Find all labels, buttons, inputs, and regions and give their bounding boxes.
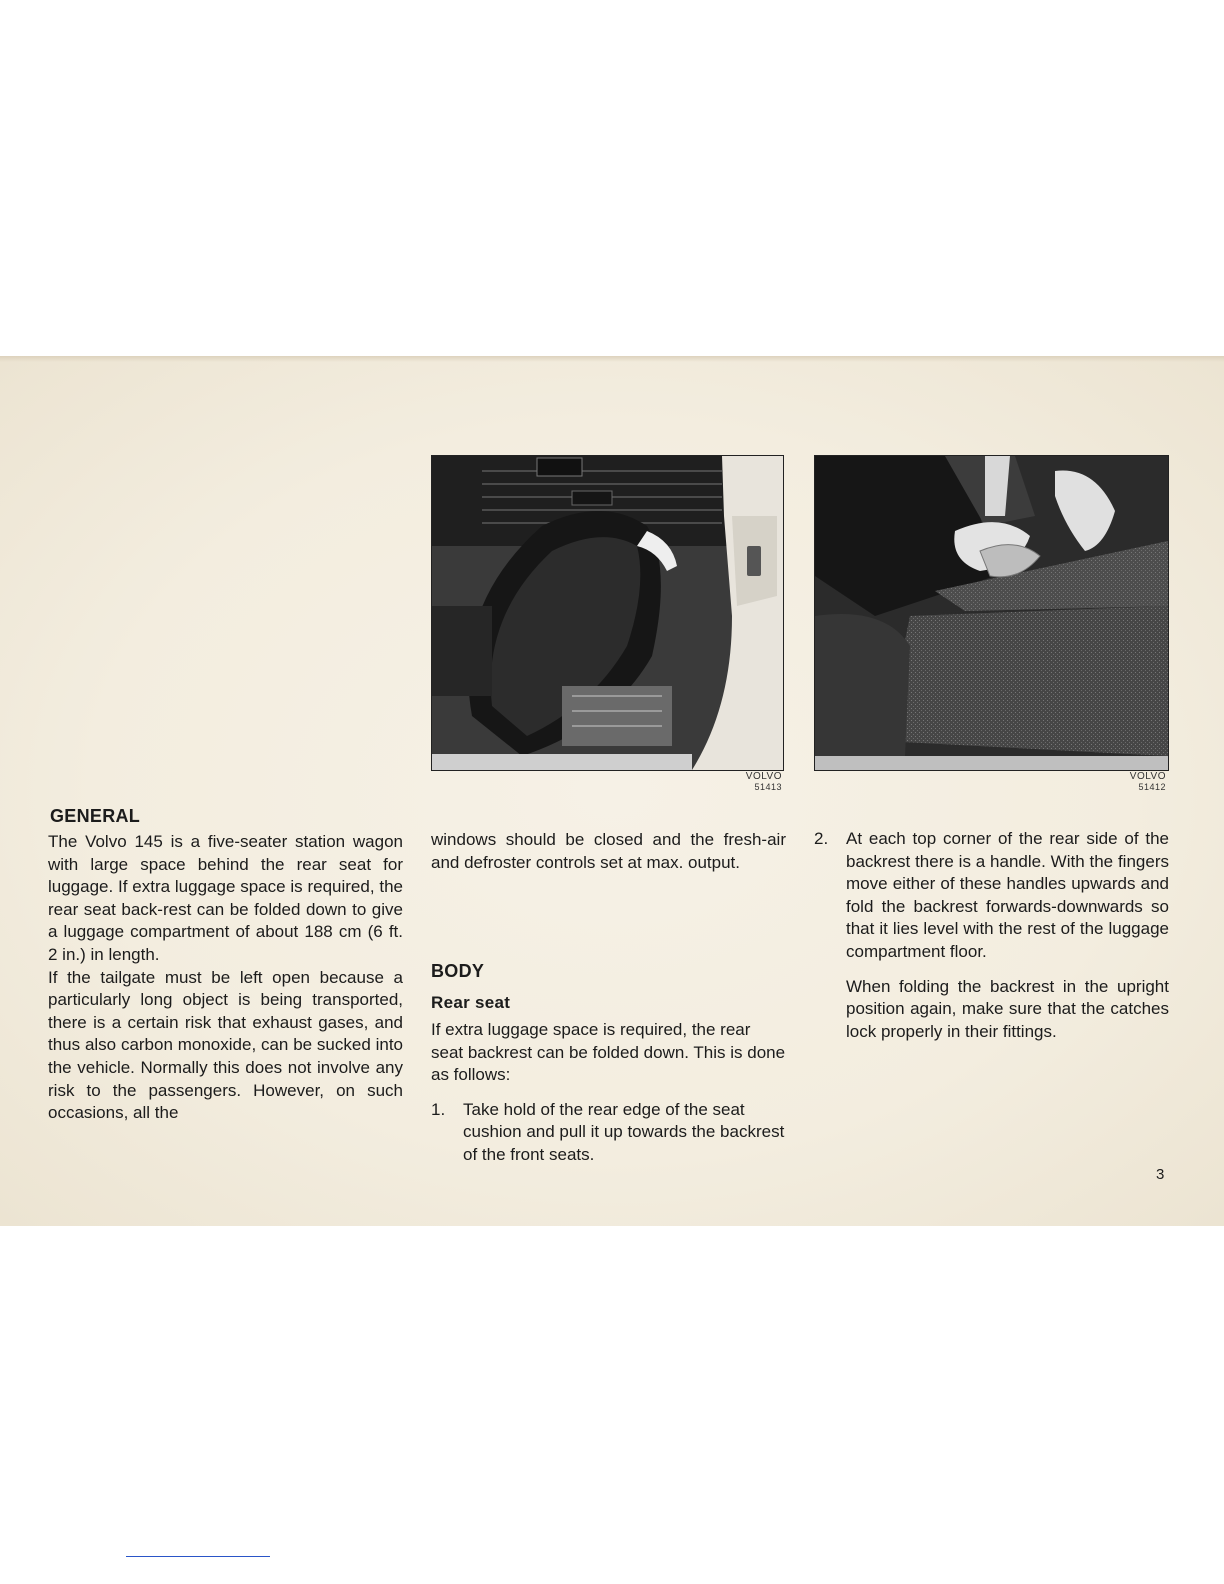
figure-1-number: 51413 <box>754 782 782 792</box>
step-2-number: 2. <box>814 829 829 848</box>
figure-1-brand: VOLVO <box>745 771 782 782</box>
figure-caption-1 <box>722 772 782 792</box>
general-paragraph-2-continued: windows should be closed and the fresh-air and defroster controls set at max. output. <box>431 830 786 872</box>
step-1-text: Take hold of the rear edge of the seat cushion and pull it up towards the backrest of the front seats. <box>463 1099 785 1164</box>
step-1 <box>431 1099 786 1167</box>
photo-backrest-handle <box>814 455 1169 771</box>
figure-caption-2 <box>1106 772 1166 792</box>
subheading-rear-seat: Rear seat <box>431 993 511 1012</box>
text-column-3 <box>814 828 1169 1043</box>
step-2-text: At each top corner of the rear side of the backrest there is a handle. With the fingers move either of these handles upwards and fold the backrest forwards-downwards so that it lies level with the rest of the luggage compartment floor. <box>846 829 1169 961</box>
closing-paragraph: When folding the backrest in the upright position again, make sure that the catches lock properly in their fittings. <box>846 976 1169 1041</box>
rear-seat-intro: If extra luggage space is required, the rear seat backrest can be folded down. This is done as follows: <box>431 1020 786 1085</box>
section-heading-general: GENERAL <box>50 806 141 826</box>
photo-rear-seat-cushion <box>431 455 784 771</box>
general-paragraph-1: The Volvo 145 is a five-seater station wagon with large space behind the rear seat for luggage. If extra luggage space is required, the rear seat back-rest can be folded down to give a luggage compartment of about 188 cm (6 ft. 2 in.) in length. <box>48 832 403 964</box>
figure-2-brand: VOLVO <box>1129 771 1166 782</box>
text-column-2 <box>431 829 786 874</box>
rear-seat-text <box>431 1019 786 1167</box>
page-number: 3 <box>1156 1166 1165 1183</box>
figure-2-number: 51412 <box>1138 782 1166 792</box>
section-heading-body: BODY <box>431 961 485 981</box>
manual-page <box>0 356 1224 1226</box>
text-column-1 <box>48 831 403 1125</box>
backrest-handle-illustration <box>815 456 1168 770</box>
step-2 <box>814 828 1169 964</box>
general-paragraph-2: If the tailgate must be left open because a particularly long object is being transported, there is a certain risk that exhaust gases, and thus also carbon monoxide, can be sucked into the vehicle. Normally this does not involve any risk to the passengers. However, on such occasions, all the <box>48 967 403 1123</box>
footer-underline <box>126 1556 270 1557</box>
step-1-number: 1. <box>431 1099 446 1119</box>
rear-seat-cushion-illustration <box>432 456 783 770</box>
